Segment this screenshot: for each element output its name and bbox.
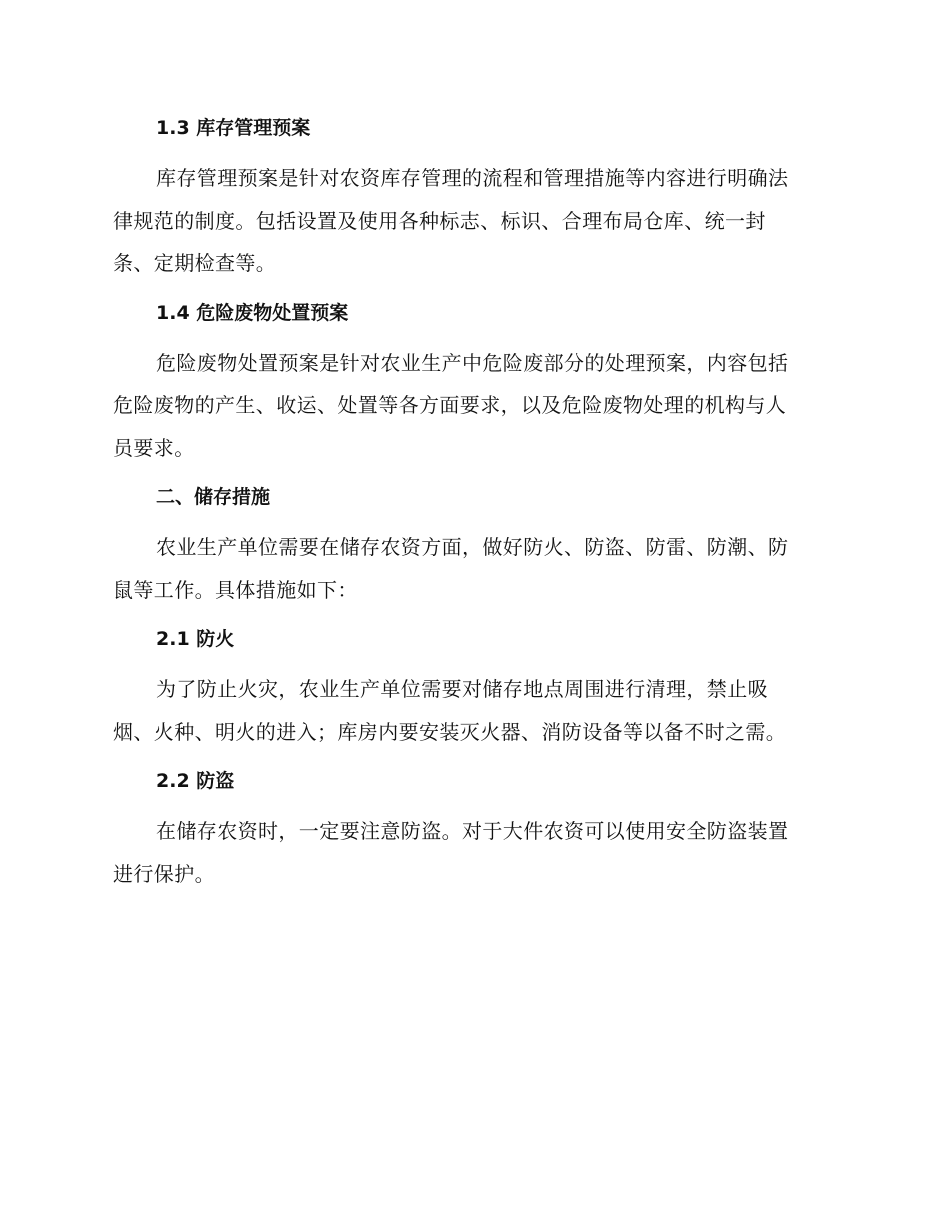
section-paragraph-2-1 [113, 668, 831, 753]
section-heading-2: 二、储存措施 [156, 486, 271, 508]
paragraph-line: 烟、火种、明火的进入；库房内要安装灭火器、消防设备等以备不时之需。 [113, 719, 787, 744]
section-paragraph-1-4 [113, 342, 831, 470]
section-heading-2-2: 2.2 防盗 [156, 770, 235, 792]
paragraph-line: 进行保护。 [113, 861, 215, 886]
paragraph-line: 律规范的制度。包括设置及使用各种标志、标识、合理布局仓库、统一封 [113, 208, 766, 233]
section-paragraph-2-2 [113, 810, 831, 895]
document-body [113, 108, 831, 903]
section-heading-1-3: 1.3 库存管理预案 [156, 117, 311, 139]
section-paragraph-2 [113, 526, 831, 611]
paragraph-line: 员要求。 [113, 435, 195, 460]
paragraph-line: 条、定期检查等。 [113, 251, 277, 275]
section-paragraph-1-3 [113, 157, 831, 285]
paragraph-line: 危险废物处置预案是针对农业生产中危险废部分的处理预案，内容包括 [156, 350, 789, 375]
paragraph-line: 为了防止火灾，农业生产单位需要对储存地点周围进行清理，禁止吸 [156, 677, 768, 701]
paragraph-line: 鼠等工作。具体措施如下： [113, 577, 358, 602]
paragraph-line: 农业生产单位需要在储存农资方面，做好防火、防盗、防雷、防潮、防 [156, 535, 789, 559]
section-heading-1-4: 1.4 危险废物处置预案 [156, 301, 349, 324]
paragraph-line: 危险废物的产生、收运、处置等各方面要求，以及危险废物处理的机构与人 [113, 393, 787, 417]
section-heading-2-1: 2.1 防火 [156, 628, 235, 650]
paragraph-line: 库存管理预案是针对农资库存管理的流程和管理措施等内容进行明确法 [156, 166, 789, 190]
paragraph-line: 在储存农资时，一定要注意防盗。对于大件农资可以使用安全防盗装置 [156, 819, 789, 843]
